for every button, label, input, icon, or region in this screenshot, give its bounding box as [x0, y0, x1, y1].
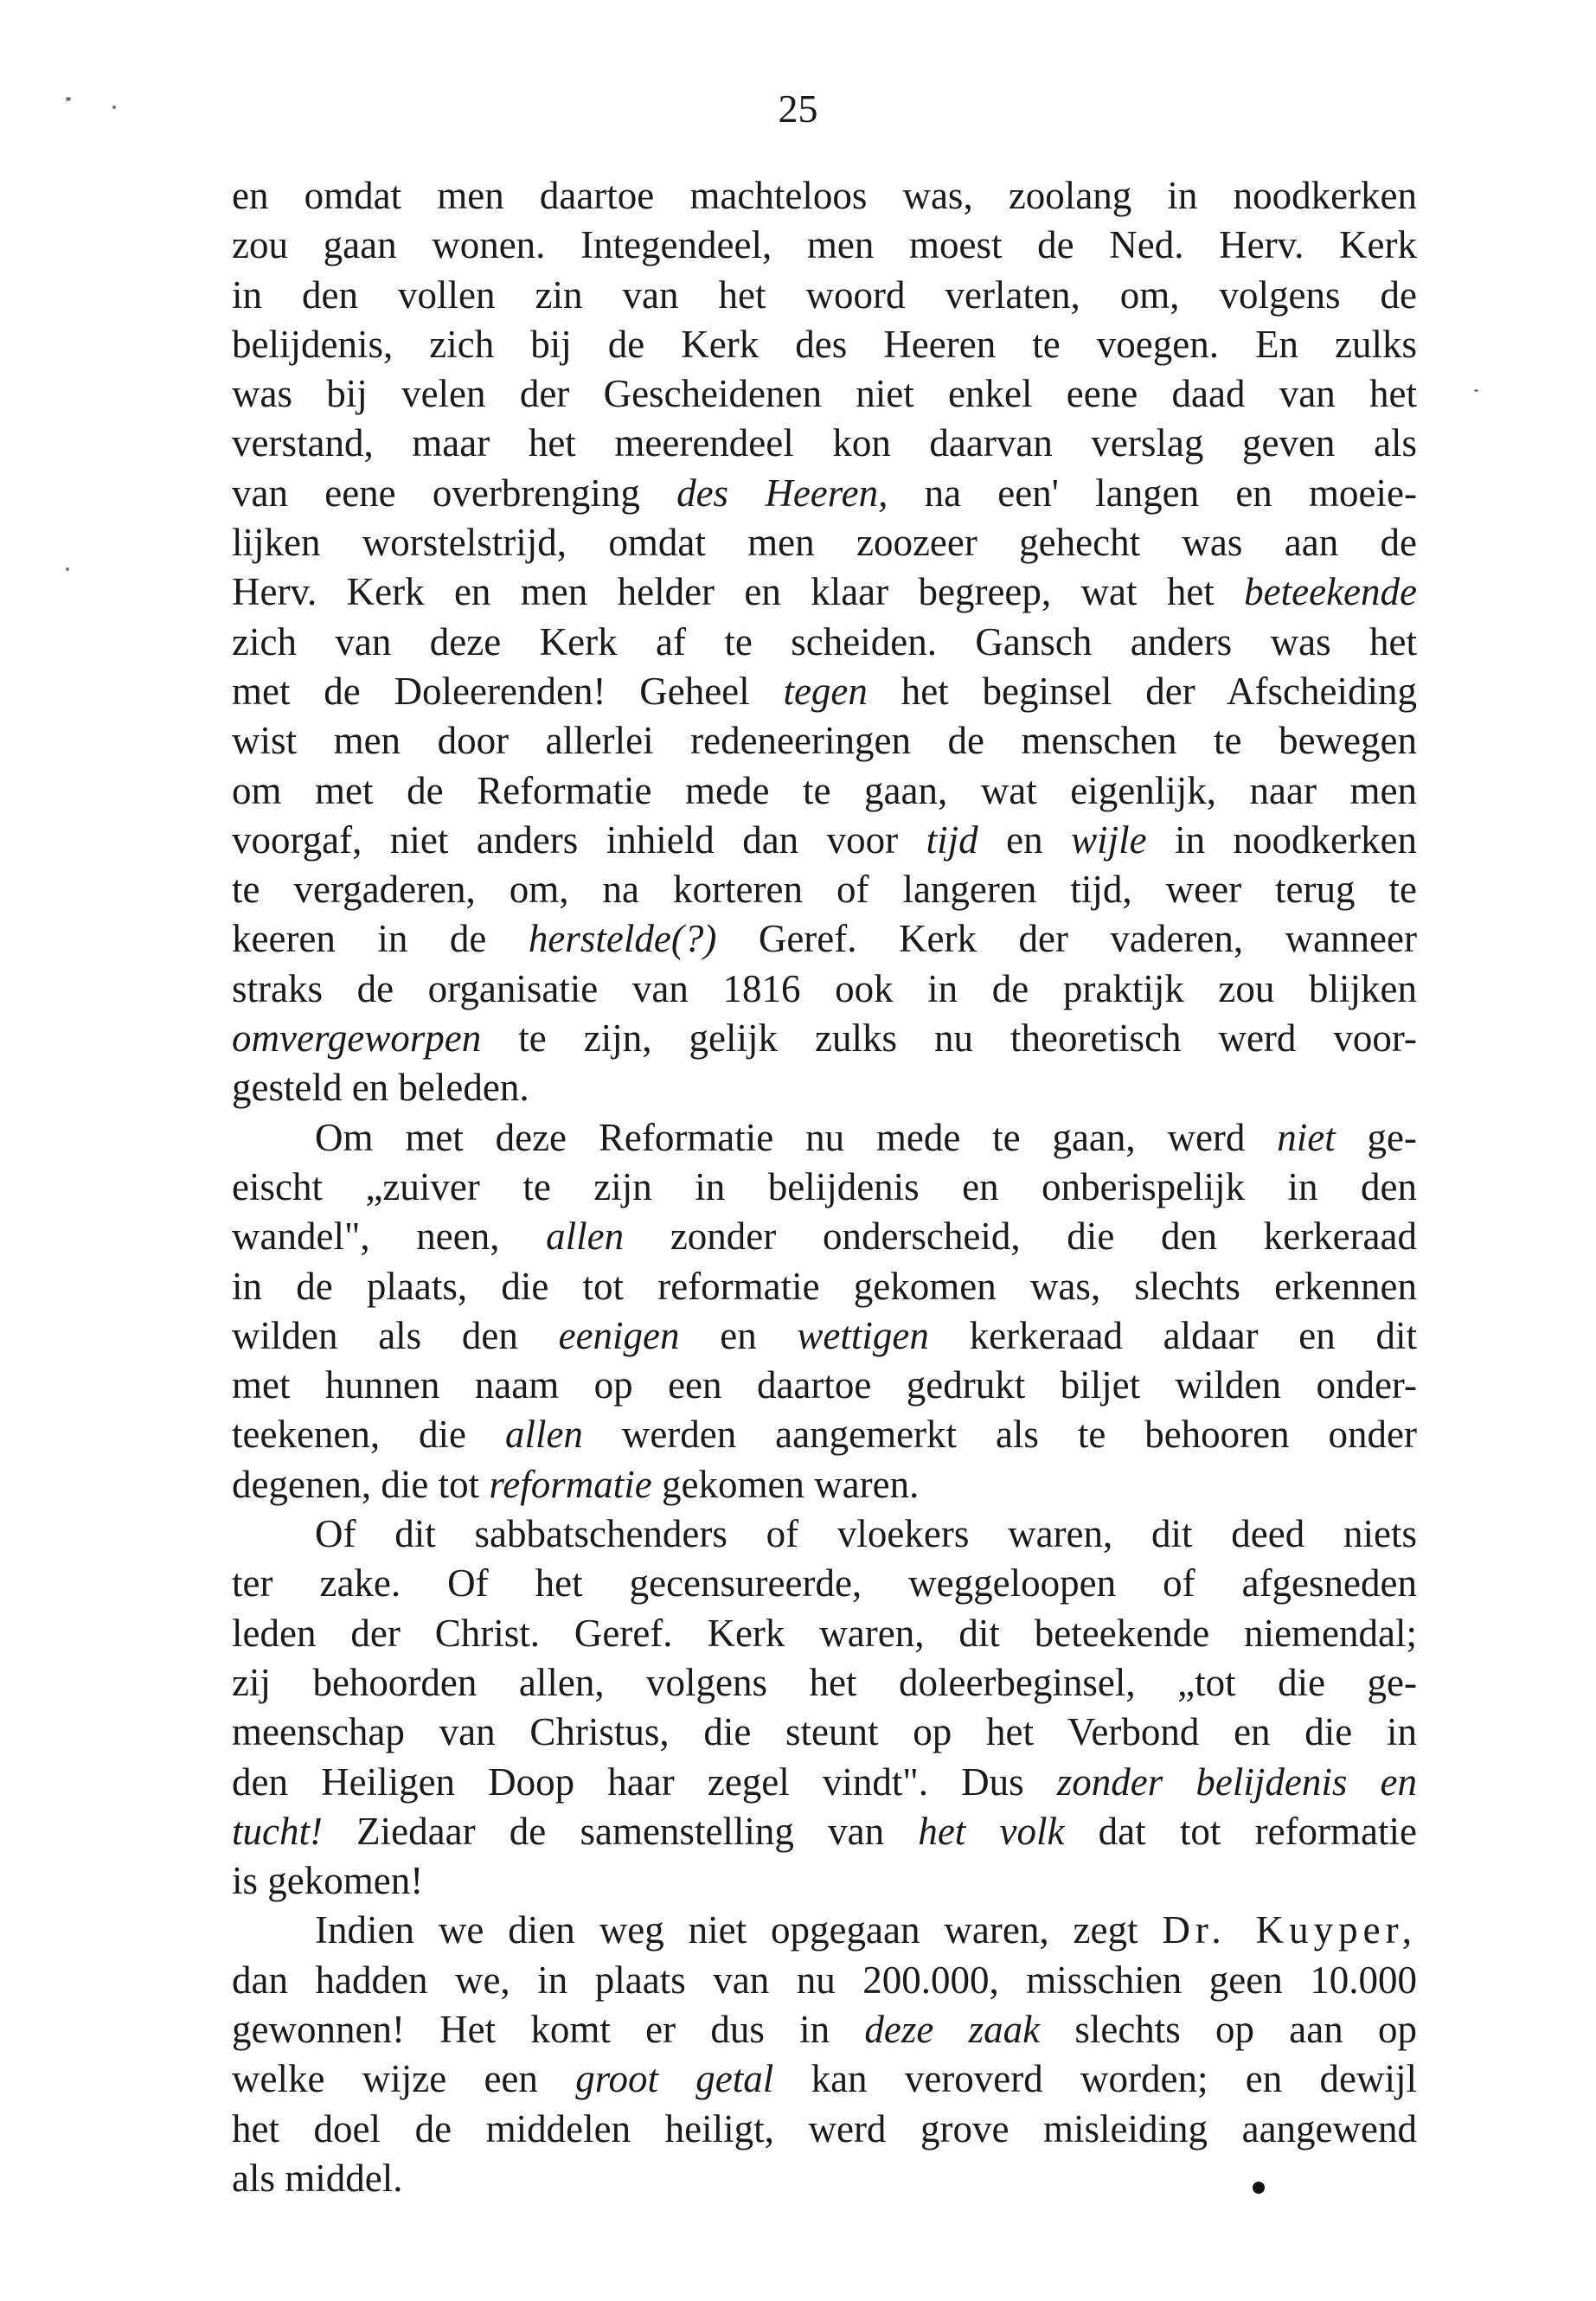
- text-line: [232, 1559, 1417, 1608]
- text-segment: gewonnen! Het komt er dus in: [232, 2007, 865, 2051]
- text-segment: was bij velen der Gescheidenen niet enkel eene daad van het: [232, 372, 1417, 416]
- text-line: [232, 1311, 1417, 1361]
- italic-text: des Heeren,: [676, 471, 888, 515]
- paper-speck: [1474, 389, 1478, 392]
- text-segment: teekenen, die: [232, 1413, 505, 1457]
- text-line: [232, 1658, 1417, 1708]
- text-segment: ter zake. Of het gecensureerde, weggeloopen of afgesneden: [232, 1561, 1417, 1606]
- text-segment: na een' langen en moeie-: [888, 471, 1417, 515]
- text-segment: keeren in de: [232, 917, 529, 961]
- text-segment: eischt „zuiver te zijn in belijdenis en onberispelijk in den: [232, 1164, 1417, 1208]
- text-segment: zou gaan wonen. Integendeel, men moest de Ned. Herv. Kerk: [232, 223, 1417, 267]
- text-segment: in de plaats, die tot reformatie gekomen was, slechts erkennen: [232, 1264, 1417, 1308]
- page-number: 25: [778, 87, 818, 131]
- body-text: [232, 171, 1417, 2203]
- text-segment: Dr. Kuyper,: [1162, 1908, 1417, 1952]
- text-segment: wilden als den: [232, 1313, 559, 1357]
- paper-speck: [112, 106, 116, 109]
- text-line: [232, 271, 1417, 320]
- text-segment: gesteld en beleden.: [232, 1066, 529, 1110]
- text-segment: ge-: [1335, 1115, 1417, 1159]
- italic-text: wettigen: [797, 1313, 929, 1357]
- text-segment: Om met deze Reformatie nu mede te gaan, werd: [315, 1115, 1278, 1159]
- text-segment: Indien we dien weg niet opgegaan waren, zegt: [315, 1908, 1163, 1952]
- text-segment: en omdat men daartoe machteloos was, zoolang in noodkerken: [232, 174, 1417, 217]
- text-line: [232, 914, 1417, 964]
- text-line: [232, 618, 1417, 667]
- text-line: [232, 1262, 1417, 1311]
- text-segment: gekomen waren.: [651, 1462, 920, 1506]
- text-segment: wandel", neen,: [232, 1215, 547, 1259]
- italic-text: groot getal: [575, 2057, 774, 2101]
- italic-text: deze zaak: [864, 2007, 1041, 2051]
- text-segment: zij behoorden allen, volgens het doleerbeginsel, „tot die ge-: [232, 1660, 1417, 1704]
- text-line: [232, 1063, 1417, 1112]
- italic-text: het volk: [918, 1809, 1065, 1853]
- text-segment: zich van deze Kerk af te scheiden. Gansch anders was het: [232, 619, 1417, 663]
- text-segment: zonder onderscheid, die den kerkeraad: [624, 1215, 1417, 1259]
- italic-text: niet: [1277, 1115, 1336, 1159]
- text-segment: verstand, maar het meerendeel kon daarvan verslag geven als: [232, 421, 1417, 465]
- text-line: [232, 1113, 1417, 1163]
- text-segment: Ziedaar de samenstelling van: [322, 1809, 919, 1853]
- text-line: [232, 369, 1417, 419]
- text-segment: meenschap van Christus, die steunt op het Verbond en die in: [232, 1710, 1417, 1754]
- text-segment: den Heiligen Doop haar zegel vindt". Dus: [232, 1759, 1057, 1804]
- italic-text: beteekende: [1244, 570, 1417, 614]
- italic-text: allen: [546, 1215, 625, 1259]
- text-segment: van eene overbrenging: [232, 471, 677, 515]
- text-line: [232, 1163, 1417, 1212]
- text-segment: belijdenis, zich bij de Kerk des Heeren te voegen. En zulks: [232, 322, 1417, 366]
- text-segment: met hunnen naam op een daartoe gedrukt biljet wilden onder-: [232, 1363, 1417, 1407]
- text-segment: in den vollen zin van het woord verlaten, om, volgens de: [232, 272, 1417, 317]
- text-segment: werden aangemerkt als te behooren onder: [582, 1413, 1417, 1457]
- paper-speck: [66, 97, 71, 101]
- text-segment: welke wijze een: [232, 2057, 576, 2101]
- end-mark: [1253, 2182, 1265, 2194]
- text-segment: dan hadden we, in plaats van nu 200.000, misschien geen 10.000: [232, 1958, 1417, 2002]
- text-line: [232, 1708, 1417, 1757]
- italic-text: zonder belijdenis en: [1056, 1759, 1417, 1804]
- italic-text: reformatie: [489, 1462, 652, 1506]
- italic-text: tijd: [926, 817, 978, 862]
- text-line: [232, 1906, 1417, 1955]
- text-segment: te vergaderen, om, na korteren of langeren tijd, weer terug te: [232, 868, 1417, 912]
- text-segment: kan veroverd worden; en dewijl: [773, 2057, 1417, 2101]
- text-segment: straks de organisatie van 1816 ook in de praktijk zou blijken: [232, 966, 1417, 1010]
- text-segment: slechts op aan op: [1040, 2007, 1417, 2051]
- text-line: [232, 2105, 1417, 2154]
- text-segment: lijken worstelstrijd, omdat men zoozeer gehecht was aan de: [232, 521, 1417, 565]
- text-segment: voorgaf, niet anders inhield dan voor: [232, 817, 926, 862]
- italic-text: tucht!: [232, 1809, 323, 1853]
- text-line: [232, 1856, 1417, 1906]
- paper-speck: [66, 567, 69, 571]
- text-segment: leden der Christ. Geref. Kerk waren, dit beteekende niemendal;: [232, 1611, 1417, 1655]
- text-line: [232, 2054, 1417, 2104]
- text-line: [232, 667, 1417, 716]
- text-line: [232, 2005, 1417, 2054]
- text-line: [232, 816, 1417, 865]
- text-line: [232, 965, 1417, 1014]
- text-segment: in noodkerken: [1146, 817, 1417, 862]
- text-segment: het doel de middelen heiligt, werd grove misleiding aangewend: [232, 2106, 1417, 2150]
- text-segment: het beginsel der Afscheiding: [867, 669, 1417, 713]
- text-segment: Geref. Kerk der vaderen, wanneer: [716, 917, 1417, 961]
- text-line: [232, 469, 1417, 518]
- text-segment: met de Doleerenden! Geheel: [232, 669, 784, 713]
- text-line: [232, 171, 1417, 221]
- text-segment: te zijn, gelijk zulks nu theoretisch werd voor-: [481, 1016, 1417, 1061]
- text-segment: om met de Reformatie mede te gaan, wat eigenlijk, naar men: [232, 768, 1417, 812]
- text-line: [232, 567, 1417, 617]
- text-line: [232, 1361, 1417, 1410]
- text-line: [232, 1212, 1417, 1261]
- text-line: [232, 1758, 1417, 1807]
- text-segment: kerkeraad aldaar en dit: [928, 1313, 1417, 1357]
- italic-text: eenigen: [558, 1313, 680, 1357]
- italic-text: allen: [504, 1413, 583, 1457]
- text-line: [232, 2154, 1417, 2203]
- text-line: [232, 716, 1417, 766]
- text-line: [232, 518, 1417, 567]
- text-segment: is gekomen!: [232, 1859, 424, 1903]
- text-segment: als middel.: [232, 2156, 403, 2200]
- text-line: [232, 221, 1417, 270]
- text-line: [232, 766, 1417, 816]
- text-segment: Of dit sabbatschenders of vloekers waren, dit deed niets: [315, 1512, 1417, 1556]
- text-segment: Herv. Kerk en men helder en klaar begreep, wat het: [232, 570, 1245, 614]
- text-segment: degenen, die tot: [232, 1462, 490, 1506]
- text-line: [232, 320, 1417, 369]
- text-line: [232, 419, 1417, 468]
- text-line: [232, 865, 1417, 914]
- text-line: [232, 1609, 1417, 1658]
- text-segment: dat tot reformatie: [1064, 1809, 1417, 1853]
- text-line: [232, 1460, 1417, 1509]
- italic-text: omvergeworpen: [232, 1016, 482, 1061]
- text-line: [232, 1410, 1417, 1459]
- text-segment: wist men door allerlei redeneeringen de menschen te bewegen: [232, 719, 1417, 763]
- text-line: [232, 1014, 1417, 1063]
- italic-text: tegen: [783, 669, 868, 713]
- italic-text: herstelde(?): [528, 917, 717, 961]
- text-segment: en: [679, 1313, 798, 1357]
- text-line: [232, 1807, 1417, 1856]
- text-segment: en: [977, 817, 1072, 862]
- italic-text: wijle: [1071, 817, 1147, 862]
- text-line: [232, 1956, 1417, 2005]
- text-line: [232, 1509, 1417, 1559]
